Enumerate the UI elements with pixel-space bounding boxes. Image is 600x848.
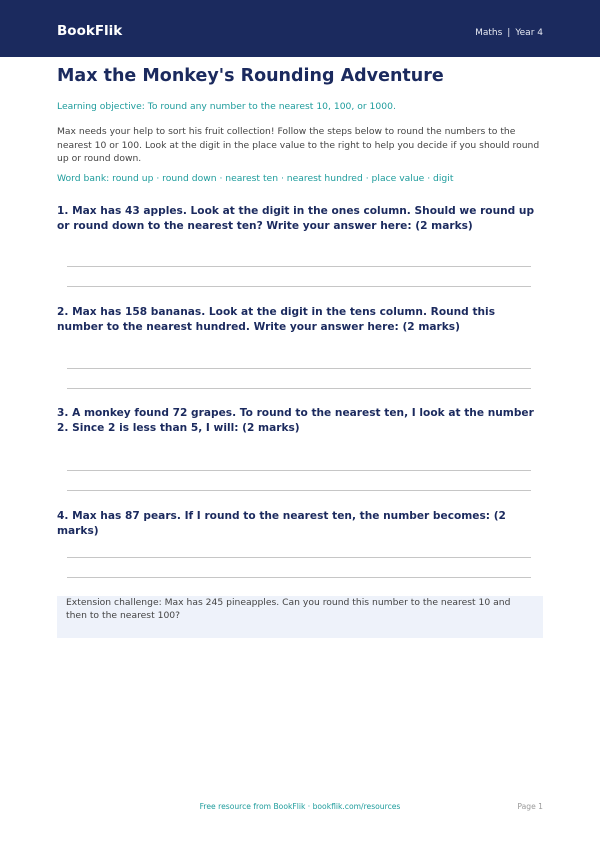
extension-challenge-box: [57, 596, 543, 638]
question-text: 1. Max has 43 apples. Look at the digit in the ones column. Should we round up or round down to the nearest ten? Write your answer here: (2 marks): [57, 205, 535, 232]
subject-year-label: [475, 27, 543, 39]
meta-separator: |: [507, 28, 511, 38]
answer-line[interactable]: [67, 368, 531, 369]
answer-line[interactable]: [67, 557, 531, 558]
intro-paragraph: Max needs your help to sort his fruit collection! Follow the steps below to round the numbers to the nearest 10 or 100. Look at the digit in the place value to the right to help you decide if you should round up or round down.: [57, 126, 540, 165]
worksheet-title: Max the Monkey's Rounding Adventure: [57, 66, 444, 86]
page-number: Page 1: [517, 802, 543, 811]
subject-label: Maths: [475, 28, 503, 38]
learning-objective: Learning objective: To round any number to the nearest 10, 100, or 1000.: [57, 101, 396, 112]
answer-line[interactable]: [67, 266, 531, 267]
answer-line[interactable]: [67, 388, 531, 389]
page-header: [0, 0, 600, 57]
brand-logo: BookFlik: [57, 23, 123, 39]
question-3: [57, 406, 543, 436]
answer-line[interactable]: [67, 470, 531, 471]
question-text: 3. A monkey found 72 grapes. To round to the nearest ten, I look at the number 2. Since 2 is less than 5, I will: (2 marks): [57, 407, 534, 434]
question-text: 4. Max has 87 pears. If I round to the nearest ten, the number becomes: (2 marks): [57, 510, 506, 537]
question-4: [57, 509, 543, 539]
answer-line[interactable]: [67, 577, 531, 578]
word-bank: Word bank: round up · round down · nearest ten · nearest hundred · place value · digit: [57, 173, 454, 184]
footer-source-link[interactable]: Free resource from BookFlik · bookflik.com/resources: [199, 802, 401, 811]
question-1: [57, 204, 543, 234]
year-label: Year 4: [515, 28, 543, 38]
question-2: [57, 305, 543, 335]
extension-challenge-text: Extension challenge: Max has 245 pineapples. Can you round this number to the nearest 10 and then to the nearest 100?: [66, 597, 511, 622]
question-text: 2. Max has 158 bananas. Look at the digit in the tens column. Round this number to the nearest hundred. Write your answer here: (2 marks): [57, 306, 495, 333]
answer-line[interactable]: [67, 286, 531, 287]
answer-line[interactable]: [67, 490, 531, 491]
